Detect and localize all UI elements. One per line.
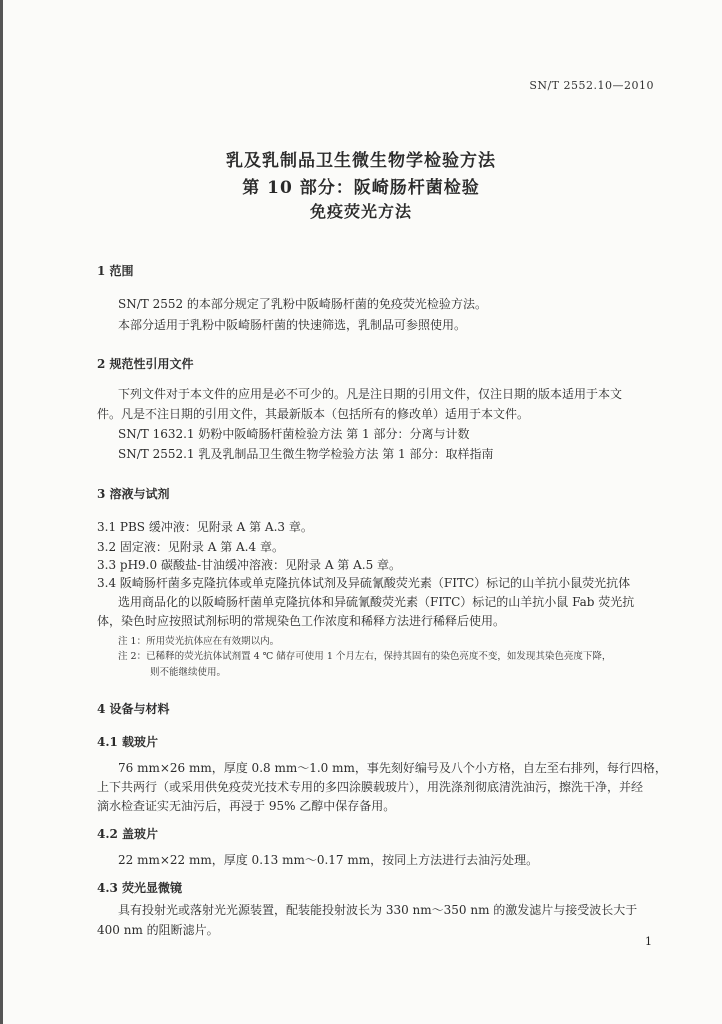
item-3-1: 3.1 PBS 缓冲液：见附录 A 第 A.3 章。 — [97, 520, 313, 534]
subsection-4-2-line-1: 22 mm×22 mm，厚度 0.13 mm～0.17 mm，按同上方法进行去油污处理。 — [118, 853, 539, 867]
section-3-heading: 3 溶液与试剂 — [97, 487, 170, 501]
section-4-heading: 4 设备与材料 — [97, 702, 170, 716]
subsection-4-3-line-1: 具有投射光或落射光光源装置，配装能投射波长为 330 nm～350 nm 的激发滤片与接受波长大于 — [118, 903, 638, 917]
section-2-heading: 2 规范性引用文件 — [97, 357, 194, 371]
page-number: 1 — [645, 935, 652, 948]
item-3-2: 3.2 固定液：见附录 A 第 A.4 章。 — [97, 540, 284, 554]
section-1-paragraph-2: 本部分适用于乳粉中阪崎肠杆菌的快速筛选，乳制品可参照使用。 — [118, 318, 467, 332]
note-2-line-1: 注 2：已稀释的荧光抗体试剂置 4 ℃ 储存可使用 1 个月左右，保持其固有的染色亮度不变，如发现其染色亮度下降， — [118, 651, 612, 662]
item-3-3: 3.3 pH9.0 碳酸盐-甘油缓冲溶液：见附录 A 第 A.5 章。 — [97, 558, 402, 572]
note-1: 注 1：所用荧光抗体应在有效期以内。 — [118, 636, 280, 647]
subsection-4-1-heading: 4.1 载玻片 — [97, 735, 159, 749]
reference-2: SN/T 2552.1 乳及乳制品卫生微生物学检验方法 第 1 部分：取样指南 — [118, 447, 494, 461]
section-1-paragraph-1: SN/T 2552 的本部分规定了乳粉中阪崎肠杆菌的免疫荧光检验方法。 — [118, 297, 487, 311]
note-2-line-2: 则不能继续使用。 — [150, 667, 227, 678]
section-2-paragraph-line-1: 下列文件对于本文件的应用是必不可少的。凡是注日期的引用文件，仅注日期的版本适用于本文 — [118, 387, 623, 401]
reference-1: SN/T 1632.1 奶粉中阪崎肠杆菌检验方法 第 1 部分：分离与计数 — [118, 427, 470, 441]
standard-number: SN/T 2552.10—2010 — [529, 79, 654, 92]
subsection-4-1-line-2: 上下共两行（或采用供免疫荧光技术专用的多四涂膜载玻片），用洗涤剂彻底清洗油污，擦洗干净，并经 — [97, 780, 644, 794]
subsection-4-2-heading: 4.2 盖玻片 — [97, 827, 159, 841]
item-3-4-line-2: 选用商品化的以阪崎肠杆菌单克隆抗体和异硫氰酸荧光素（FITC）标记的山羊抗小鼠 Fab 荧光抗 — [118, 595, 635, 609]
item-3-4-line-3: 体，染色时应按照试剂标明的常规染色工作浓度和稀释方法进行稀释后使用。 — [97, 614, 506, 628]
subsection-4-3-line-2: 400 nm 的阻断滤片。 — [97, 923, 219, 937]
title-line-1: 乳及乳制品卫生微生物学检验方法 — [226, 151, 496, 171]
title-line-3: 免疫荧光方法 — [309, 202, 412, 221]
subsection-4-3-heading: 4.3 荧光显微镜 — [97, 881, 183, 895]
item-3-4-line-1: 3.4 阪崎肠杆菌多克隆抗体或单克隆抗体试剂及异硫氰酸荧光素（FITC）标记的山羊抗小鼠荧光抗体 — [97, 576, 631, 590]
title-line-2: 第 10 部分：阪崎肠杆菌检验 — [242, 178, 480, 198]
section-1-heading: 1 范围 — [97, 264, 134, 278]
section-2-paragraph-line-2: 件。凡是不注日期的引用文件，其最新版本（包括所有的修改单）适用于本文件。 — [97, 407, 530, 421]
subsection-4-1-line-3: 滴水检查证实无油污后，再浸于 95% 乙醇中保存备用。 — [97, 799, 396, 813]
subsection-4-1-line-1: 76 mm×26 mm，厚度 0.8 mm～1.0 mm，事先刻好编号及八个小方格，自左至右排列，每行四格， — [118, 761, 667, 775]
